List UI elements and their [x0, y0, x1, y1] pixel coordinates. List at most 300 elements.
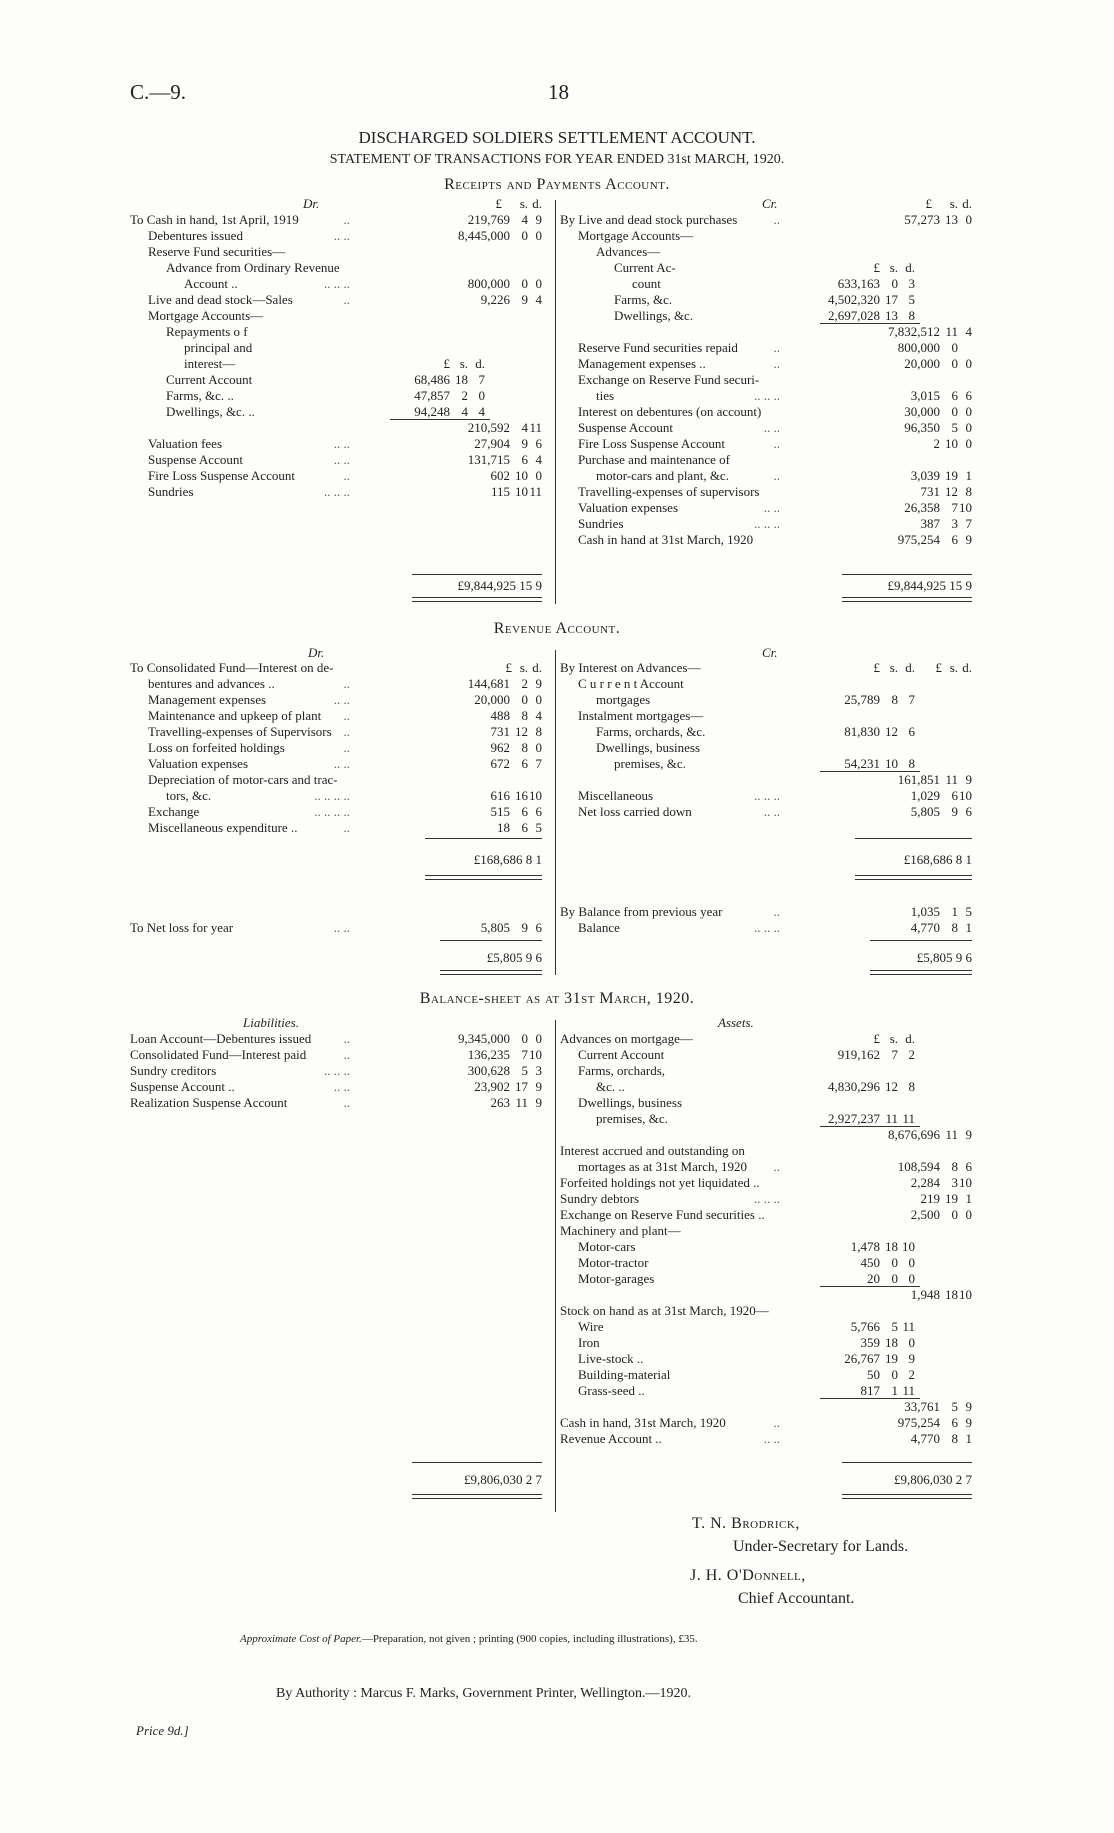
rev-cr-label: Cr. [762, 645, 778, 660]
row-label: Repayments o f [166, 324, 248, 339]
sub-amount: 359 [860, 1335, 880, 1350]
money-column-head-left: d. [532, 196, 542, 211]
sub-amount: s. [889, 660, 898, 675]
amount: 0 [951, 356, 958, 371]
row-label: Loan Account—Debentures issued [130, 1031, 312, 1046]
subtotal-rule [820, 323, 920, 324]
sub-amount: s. [459, 356, 468, 371]
table-row [560, 1319, 980, 1335]
row-label: Farms, &c. .. [166, 388, 234, 403]
sub-amount: 919,162 [837, 1047, 880, 1062]
table-row [560, 1143, 980, 1159]
money-column-head-right: £ [925, 196, 932, 211]
amount: 12 [945, 484, 958, 499]
leader-dots: .. .. [763, 420, 780, 435]
table-row [130, 756, 550, 772]
sub-amount: 50 [867, 1367, 880, 1382]
amount: 4 [521, 212, 528, 227]
row-label: By Balance from previous year [560, 904, 723, 919]
table-row [560, 1415, 980, 1431]
leader-dots: .. .. [333, 920, 350, 935]
amount: 9 [535, 212, 542, 227]
sub-amount: 1,478 [850, 1239, 880, 1254]
amount: 115 [490, 484, 510, 499]
amount: 12 [515, 724, 528, 739]
table-row [130, 436, 550, 452]
row-label: mortgages [596, 692, 651, 707]
amount: 515 [490, 804, 510, 819]
leader-dots: .. .. [333, 452, 350, 467]
amount: 6 [965, 388, 972, 403]
amount: 300,628 [467, 1063, 510, 1078]
table-row [560, 484, 980, 500]
amount: 9 [521, 436, 528, 451]
amount: 3 [951, 516, 958, 531]
row-label: Current Ac- [614, 260, 676, 275]
sub-amount: 10 [885, 756, 898, 771]
leader-dots: .. [773, 212, 780, 227]
amount: 6 [951, 1415, 958, 1430]
amount: 4,770 [910, 920, 940, 935]
sub-amount: £ [873, 1031, 880, 1046]
sub-amount: 7 [478, 372, 485, 387]
table-row [560, 468, 980, 484]
amount: 5,805 [910, 804, 940, 819]
leader-dots: .. .. .. [324, 484, 350, 499]
amount: 108,594 [897, 1159, 940, 1174]
amount: 0 [965, 1207, 972, 1222]
amount: 210,592 [467, 420, 510, 435]
leader-dots: .. .. .. [324, 276, 350, 291]
bs-total-left: £9,806,030 2 7 [464, 1472, 542, 1487]
column-head: d. [962, 660, 972, 675]
amount: 16 [515, 788, 528, 803]
sub-amount: 18 [455, 372, 468, 387]
amount: 263 [490, 1095, 510, 1110]
table-row [130, 1047, 550, 1063]
table-row [560, 1271, 980, 1287]
table-row [560, 804, 980, 820]
table-row [560, 1127, 980, 1143]
bs-total-dbl-left [412, 1494, 542, 1499]
amount: 57,273 [904, 212, 940, 227]
row-label: Sundries [148, 484, 194, 499]
row-label: Cash in hand, 31st March, 1920 [560, 1415, 726, 1430]
sub-amount: s. [889, 1031, 898, 1046]
amount: 7 [951, 500, 958, 515]
amount: 26,358 [904, 500, 940, 515]
table-row [560, 244, 980, 260]
row-label: Dwellings, business [596, 740, 700, 755]
table-row [560, 1367, 980, 1383]
cost-note [240, 1633, 698, 1645]
row-label: Wire [578, 1319, 604, 1334]
leader-dots: .. [343, 708, 350, 723]
amount: 0 [535, 692, 542, 707]
amount: 4 [965, 324, 972, 339]
sub-amount: d. [905, 660, 915, 675]
row-label: Reserve Fund securities repaid [578, 340, 738, 355]
row-label: Suspense Account [578, 420, 673, 435]
row-label: Management expenses .. [578, 356, 706, 371]
amount: 9 [965, 772, 972, 787]
rev-total-dbl-right [855, 875, 972, 880]
amount: 3 [535, 1063, 542, 1078]
amount: 6 [965, 804, 972, 819]
sub-amount: 4,502,320 [828, 292, 880, 307]
table-row [560, 1095, 980, 1111]
sub-amount: 7 [891, 1047, 898, 1062]
sub-amount: 0 [908, 1271, 915, 1286]
amount: 975,254 [897, 1415, 940, 1430]
amount: 6 [535, 920, 542, 935]
table-row [560, 660, 980, 676]
table-row [560, 920, 980, 936]
amount: 1 [965, 468, 972, 483]
sub-amount: 1 [891, 1383, 898, 1398]
row-label: Purchase and maintenance of [578, 452, 730, 467]
sub-amount: 20 [867, 1271, 880, 1286]
row-label: Dwellings, &c. [614, 308, 694, 323]
sub-amount: 0 [908, 1335, 915, 1350]
bs-total-dbl-right [842, 1494, 972, 1499]
row-label: Balance [578, 920, 620, 935]
rev-total2-right: £5,805 9 6 [916, 950, 972, 965]
amount: 0 [965, 404, 972, 419]
bs-total-rule-right [842, 1462, 972, 1463]
row-label: By Live and dead stock purchases [560, 212, 738, 227]
row-label: Farms, orchards, &c. [596, 724, 706, 739]
table-row [130, 660, 550, 676]
amount: 1 [965, 1191, 972, 1206]
row-label: Exchange on Reserve Fund securities .. [560, 1207, 765, 1222]
leader-dots: .. [343, 292, 350, 307]
amount: 9,345,000 [458, 1031, 510, 1046]
rp-dr-label: Dr. [303, 196, 320, 211]
sub-amount: 0 [891, 276, 898, 291]
sub-amount: 11 [902, 1383, 915, 1398]
rp-total-dbl-left [412, 597, 542, 602]
row-label: C u r r e n t Account [578, 676, 684, 691]
table-row [560, 1175, 980, 1191]
table-row [130, 228, 550, 244]
amount: 1 [951, 904, 958, 919]
bs-divider [555, 1020, 556, 1512]
rp-total-rule-right [842, 574, 972, 575]
rp-total-right: £9,844,925 15 9 [887, 578, 972, 593]
amount: 19 [945, 1191, 958, 1206]
table-row [130, 292, 550, 308]
row-label: Reserve Fund securities— [148, 244, 286, 259]
amount: 7 [535, 756, 542, 771]
sub-amount: 12 [885, 1079, 898, 1094]
leader-dots: .. .. .. [754, 1191, 780, 1206]
rev-total-right: £168,686 8 1 [903, 852, 972, 867]
sub-amount: 5 [891, 1319, 898, 1334]
table-row [560, 1063, 980, 1079]
amount: 6 [951, 788, 958, 803]
table-row [560, 676, 980, 692]
rev-divider [555, 650, 556, 975]
amount: 96,350 [904, 420, 940, 435]
row-label: Account .. [184, 276, 238, 291]
subtotal-rule [820, 1286, 920, 1287]
table-row [560, 1207, 980, 1223]
row-label: principal and [184, 340, 253, 355]
rev-total-rule-right [855, 838, 972, 839]
row-label: Sundry debtors [560, 1191, 640, 1206]
amount: 8 [951, 1431, 958, 1446]
amount: 9 [535, 1079, 542, 1094]
row-label: Grass-seed .. [578, 1383, 645, 1398]
amount: 9 [521, 292, 528, 307]
amount: 6 [521, 820, 528, 835]
table-row [560, 1287, 980, 1303]
amount: 9 [521, 920, 528, 935]
amount: 9 [965, 1399, 972, 1414]
sub-amount: 2 [908, 1367, 915, 1382]
cost-label: Approximate Cost of Paper. [240, 1633, 362, 1645]
leader-dots: .. [343, 1031, 350, 1046]
sub-amount: 54,231 [844, 756, 880, 771]
amount: 1,035 [910, 904, 940, 919]
amount: 731 [920, 484, 940, 499]
leader-dots: .. .. .. [754, 388, 780, 403]
amount: 6 [951, 532, 958, 547]
amount: 387 [920, 516, 940, 531]
amount: 23,902 [474, 1079, 510, 1094]
table-row [560, 1079, 980, 1095]
table-row [130, 1063, 550, 1079]
sub-amount: 19 [885, 1351, 898, 1366]
amount: 800,000 [467, 276, 510, 291]
leader-dots: .. [343, 724, 350, 739]
table-row [560, 724, 980, 740]
sub-amount: 68,486 [414, 372, 450, 387]
sub-amount: 94,248 [414, 404, 450, 419]
row-label: Miscellaneous [578, 788, 654, 803]
amount: 8 [535, 724, 542, 739]
amount: 8 [951, 1159, 958, 1174]
amount: 9 [965, 532, 972, 547]
row-label: Fire Loss Suspense Account [148, 468, 295, 483]
amount: 161,851 [897, 772, 940, 787]
amount: 3 [951, 1175, 958, 1190]
table-row [130, 1079, 550, 1095]
amount: 0 [951, 404, 958, 419]
balance-sheet-title: Balance-sheet as at 31st March, 1920. [419, 990, 695, 1007]
table-row [130, 420, 550, 436]
amount: 144,681 [467, 676, 510, 691]
table-row [130, 404, 550, 420]
row-label: &c. .. [596, 1079, 625, 1094]
table-row [130, 308, 550, 324]
table-row [560, 756, 980, 772]
row-label: Stock on hand as at 31st March, 1920— [560, 1303, 769, 1318]
table-row [560, 388, 980, 404]
sub-amount: 10 [902, 1239, 915, 1254]
receipts-payments-title: Receipts and Payments Account. [444, 176, 670, 193]
bs-assets-label: Assets. [718, 1015, 754, 1030]
row-label: Instalment mortgages— [578, 708, 704, 723]
table-row [560, 1239, 980, 1255]
sub-amount: 17 [885, 292, 898, 307]
leader-dots: .. .. [763, 804, 780, 819]
row-label: Iron [578, 1335, 600, 1350]
amount: 30,000 [904, 404, 940, 419]
sub-amount: 2 [908, 1047, 915, 1062]
row-label: Motor-cars [578, 1239, 636, 1254]
main-title: DISCHARGED SOLDIERS SETTLEMENT ACCOUNT. [358, 128, 756, 147]
row-label: Cash in hand at 31st March, 1920 [578, 532, 754, 547]
sub-amount: 47,857 [414, 388, 450, 403]
table-row [560, 372, 980, 388]
rev-total2-left: £5,805 9 6 [486, 950, 542, 965]
amount: 6 [965, 1159, 972, 1174]
table-row [560, 420, 980, 436]
table-row [560, 404, 980, 420]
leader-dots: .. .. .. [754, 788, 780, 803]
amount: 19 [945, 468, 958, 483]
table-row [130, 692, 550, 708]
sub-amount: 0 [478, 388, 485, 403]
sub-amount: 8 [891, 692, 898, 707]
amount: 2,284 [910, 1175, 940, 1190]
table-row [130, 724, 550, 740]
amount: 8,676,696 [888, 1127, 940, 1142]
row-label: Farms, &c. [614, 292, 673, 307]
leader-dots: .. .. [333, 436, 350, 451]
amount: 0 [521, 276, 528, 291]
column-head: s. [949, 660, 958, 675]
amount: 962 [490, 740, 510, 755]
table-row [130, 276, 550, 292]
rev-total-left: £168,686 8 1 [473, 852, 542, 867]
amount: 9 [535, 676, 542, 691]
amount: 0 [535, 228, 542, 243]
subtotal-rule [820, 1126, 920, 1127]
amount: 616 [490, 788, 510, 803]
row-label: Current Account [578, 1047, 665, 1062]
sub-amount: 7 [908, 692, 915, 707]
table-row [560, 1047, 980, 1063]
table-row [560, 500, 980, 516]
amount: 8 [951, 920, 958, 935]
leader-dots: .. [773, 436, 780, 451]
bs-total-right: £9,806,030 2 7 [894, 1472, 972, 1487]
amount: 2 [521, 676, 528, 691]
subtotal-rule [390, 419, 490, 420]
rp-total-rule-left [412, 574, 542, 575]
row-label: To Consolidated Fund—Interest on de- [130, 660, 334, 675]
table-row [560, 260, 980, 276]
leader-dots: .. [343, 1047, 350, 1062]
sub-amount: 0 [891, 1367, 898, 1382]
table-row [130, 484, 550, 500]
row-label: interest— [184, 356, 236, 371]
row-label: Sundries [578, 516, 624, 531]
column-head: £ [935, 660, 942, 675]
table-row [130, 772, 550, 788]
sub-amount: 8 [908, 1079, 915, 1094]
sub-amount: 2,927,237 [828, 1111, 880, 1126]
sub-amount: d. [905, 260, 915, 275]
row-label: Current Account [166, 372, 253, 387]
rp-total-dbl-right [842, 597, 972, 602]
amount: 1 [965, 1431, 972, 1446]
amount: 0 [535, 1031, 542, 1046]
sub-amount: 81,830 [844, 724, 880, 739]
sub-amount: 0 [891, 1255, 898, 1270]
row-label: Consolidated Fund—Interest paid [130, 1047, 307, 1062]
row-label: Exchange on Reserve Fund securi- [578, 372, 760, 387]
sub-amount: 18 [885, 1335, 898, 1350]
amount: 0 [965, 436, 972, 451]
table-row [560, 1351, 980, 1367]
amount: 11 [945, 1127, 958, 1142]
table-row [560, 276, 980, 292]
row-label: Suspense Account .. [130, 1079, 235, 1094]
table-row [560, 340, 980, 356]
row-label: Suspense Account [148, 452, 243, 467]
amount: 5 [535, 820, 542, 835]
leader-dots: .. [343, 740, 350, 755]
table-row [560, 228, 980, 244]
leader-dots: .. [343, 212, 350, 227]
amount: 10 [515, 484, 528, 499]
table-row [130, 388, 550, 404]
row-label: To Cash in hand, 1st April, 1919 [130, 212, 299, 227]
amount: 4 [535, 708, 542, 723]
sub-amount: 8 [908, 756, 915, 771]
amount: 2,500 [910, 1207, 940, 1222]
table-row [130, 452, 550, 468]
amount: 9 [951, 804, 958, 819]
money-column-head-left: s. [519, 196, 528, 211]
amount: 10 [945, 436, 958, 451]
leader-dots: .. .. [333, 692, 350, 707]
bs-total-rule-left [412, 1462, 542, 1463]
amount: 0 [951, 340, 958, 355]
sub-amount: 25,789 [844, 692, 880, 707]
table-row [560, 532, 980, 548]
row-label: Machinery and plant— [560, 1223, 681, 1238]
amount: 800,000 [897, 340, 940, 355]
amount: 7 [965, 516, 972, 531]
amount: 6 [521, 804, 528, 819]
table-row [130, 1031, 550, 1047]
amount: 10 [959, 500, 972, 515]
subtotal-rule [820, 1398, 920, 1399]
leader-dots: .. [343, 676, 350, 691]
leader-dots: .. [773, 1415, 780, 1430]
table-row [560, 356, 980, 372]
rp-total-left: £9,844,925 15 9 [457, 578, 542, 593]
amount: 0 [521, 692, 528, 707]
document-code: C.—9. [130, 80, 187, 104]
sub-amount: 5 [908, 292, 915, 307]
leader-dots: .. .. .. [754, 516, 780, 531]
amount: 602 [490, 468, 510, 483]
amount: 7 [521, 1047, 528, 1062]
amount: 7,832,512 [888, 324, 940, 339]
money-column-head-right: d. [962, 196, 972, 211]
sub-amount: 11 [885, 1111, 898, 1126]
amount: 0 [535, 276, 542, 291]
leader-dots: .. [773, 356, 780, 371]
sub-amount: 633,163 [837, 276, 880, 291]
amount: 5,805 [480, 920, 510, 935]
